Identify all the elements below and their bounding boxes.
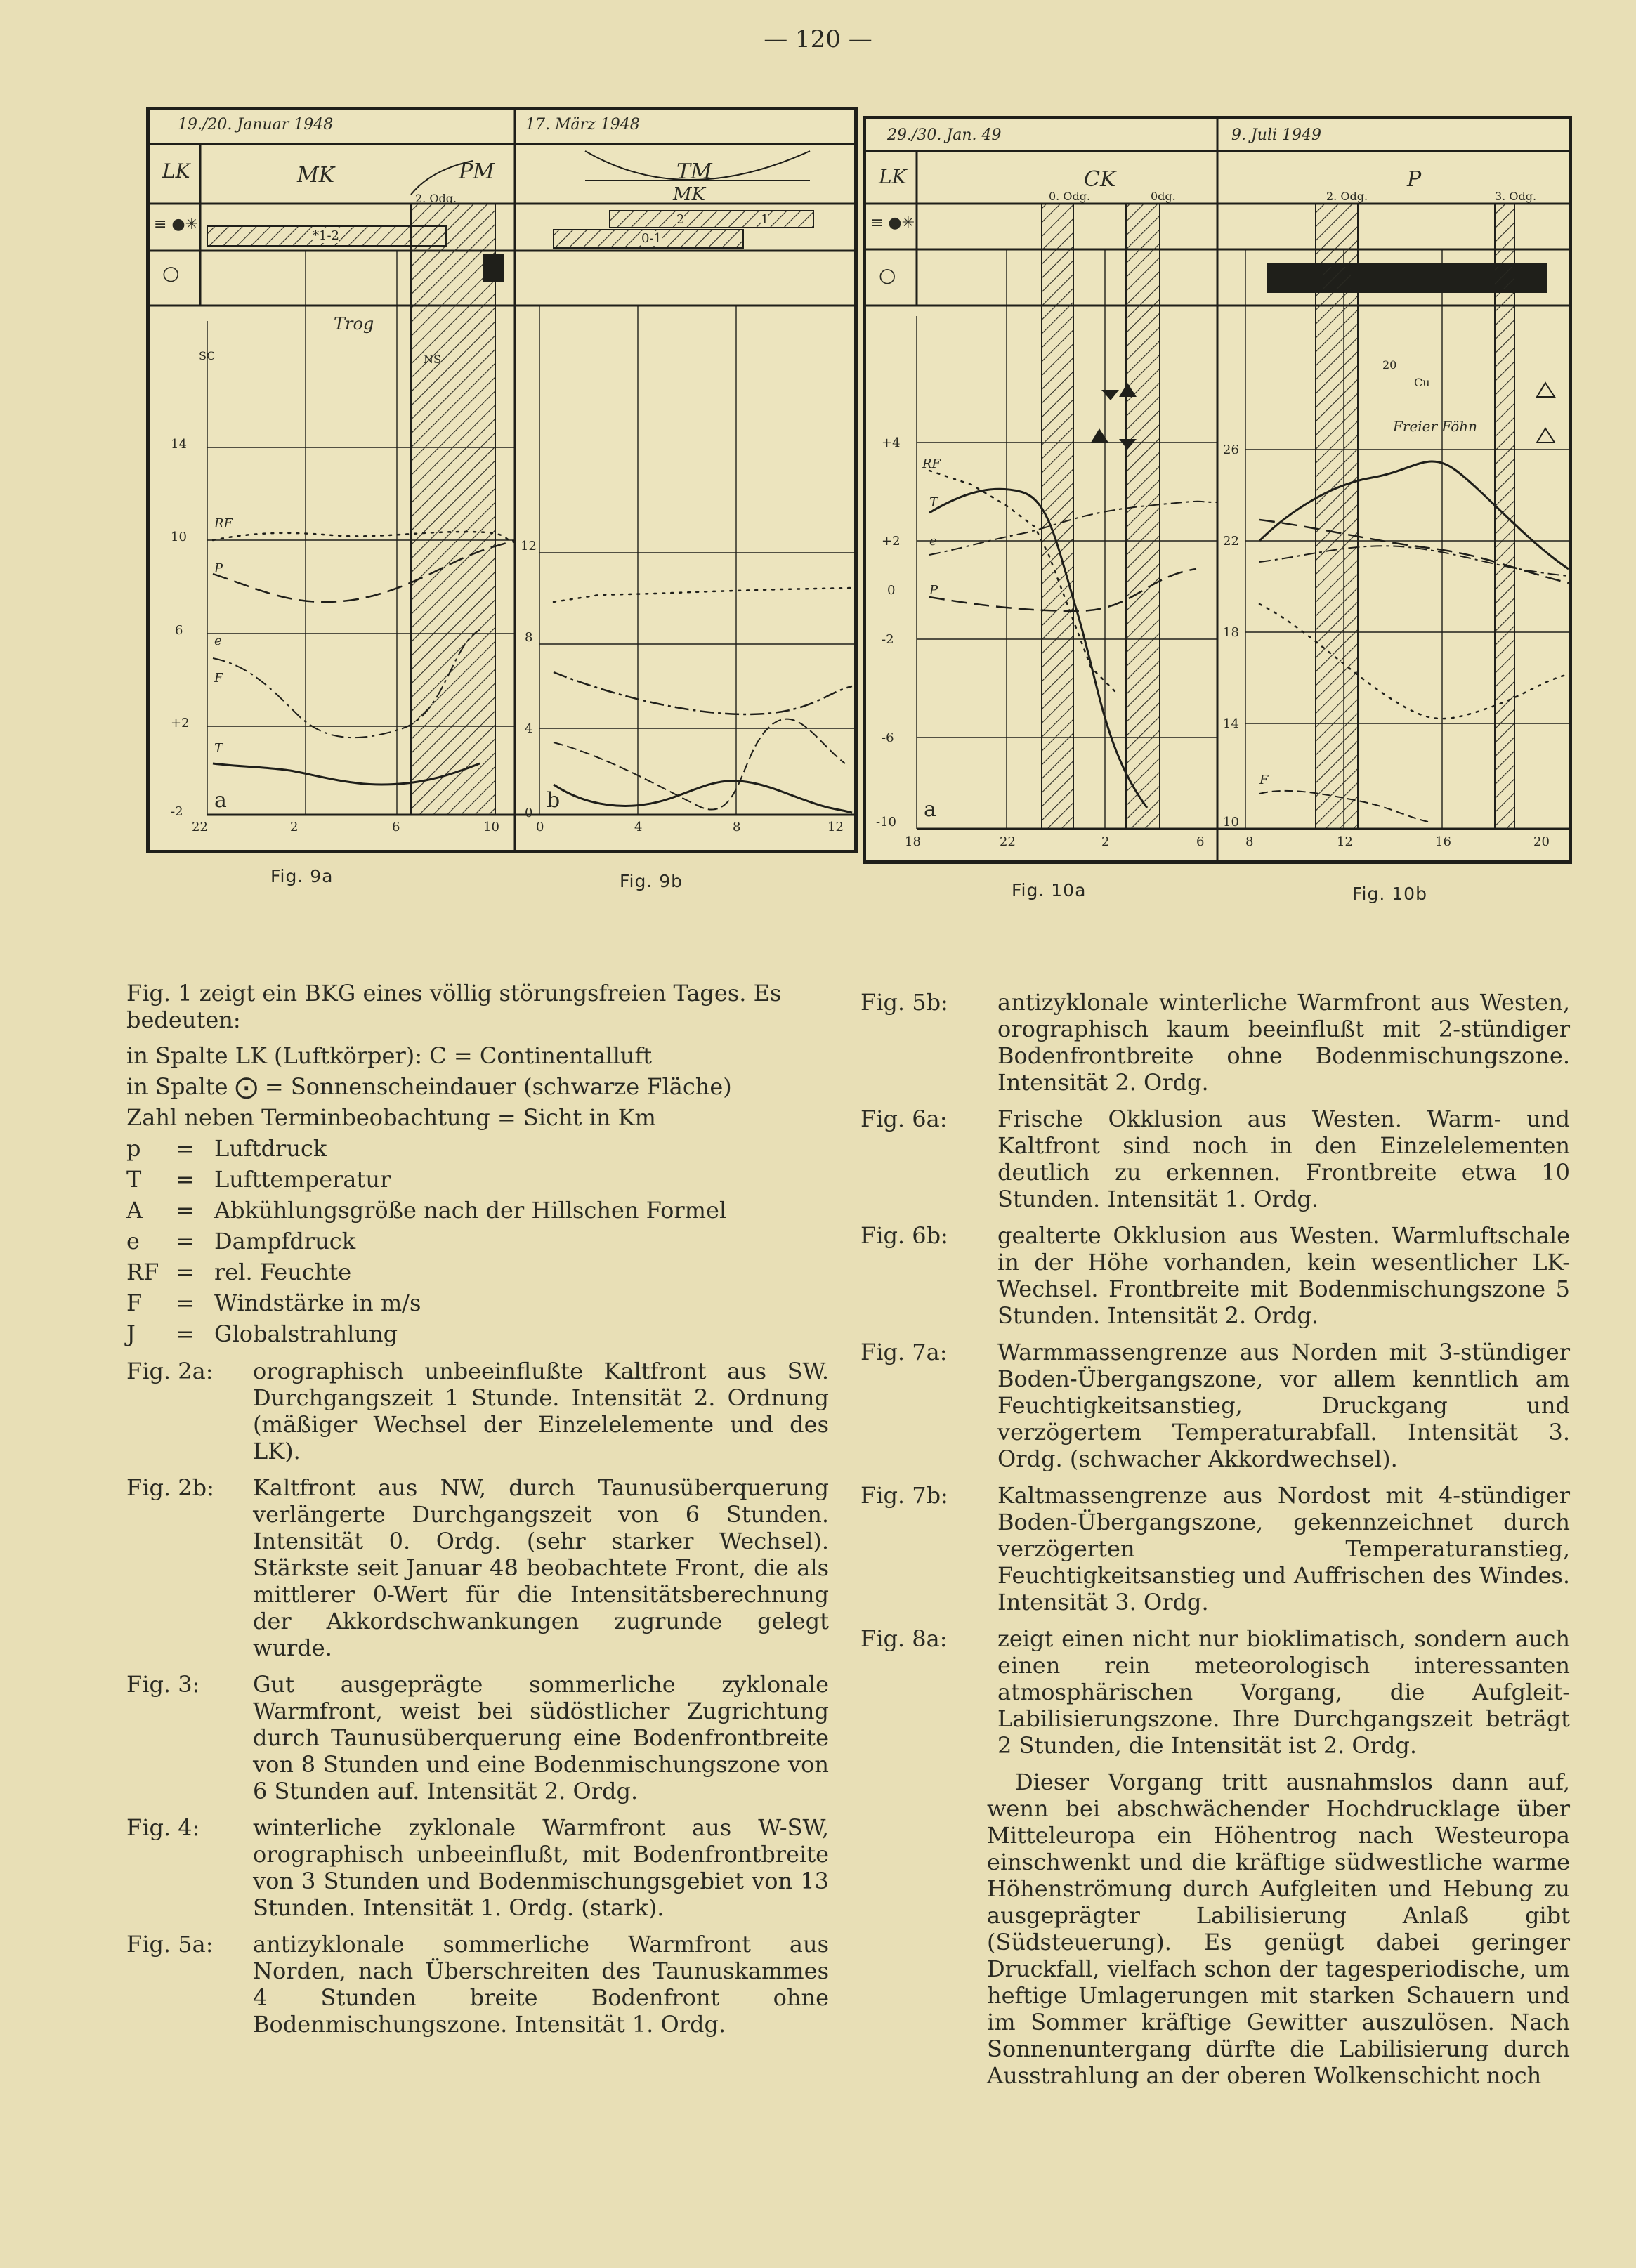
fig9-label-e: e [214,634,222,648]
fig9a-xtick: 6 [392,820,400,834]
figure-10 [863,116,1572,864]
caption-fig9a: Fig. 9a [270,866,334,886]
figure-entry [860,989,1570,1096]
symbol-meaning: rel. Feuchte [214,1259,352,1285]
figure-entry [860,1625,1570,1759]
right-column [860,989,1570,2093]
figure-entry [126,1931,829,2038]
symbol: RF [126,1259,159,1285]
intro-paragraph: Fig. 1 zeigt ein BKG eines völlig störungsfreien Tages. Es bedeuten: [126,980,782,1033]
fig10b-xtick: 12 [1337,834,1353,849]
symbol: e [126,1228,140,1254]
fig10b-ytick: 10 [1223,815,1239,830]
left-column [126,980,829,2047]
caption-fig10a: Fig. 10a [1012,880,1087,900]
fig9a-ytick: -2 [171,804,183,819]
fig10b-xtick: 16 [1435,834,1451,849]
figure-label: Fig. 7b: [860,1482,948,1509]
figure-description: orographisch unbeeinflußte Kaltfront aus SW. Durchgangszeit 1 Stunde. Intensität 2. Ordnung (mäßiger Wechsel der Einzelelemente und des LK). [253,1358,829,1464]
legend-line: Zahl neben Terminbeobachtung = Sicht in Km [126,1104,656,1131]
symbol-row [126,1318,829,1349]
fig10b-ytick: 26 [1223,443,1239,457]
fig10-label-f: F [1259,773,1269,787]
symbol-meaning: Globalstrahlung [214,1320,398,1347]
fig9a-ytick: +2 [171,716,190,730]
fig9b-xtick: 8 [733,820,741,834]
figure-description: Gut ausgeprägte sommerliche zyklonale Warmfront, weist bei südöstlicher Zugrichtung durch Taunusüberquerung eine Bodenfrontbreite von 8 Stunden und eine Bodenmischungszone von 6 Stunden auf. Intensität 2. Ordg. [253,1671,829,1804]
fig10-lk-ck: CK [1084,167,1116,192]
fig9b-xtick: 12 [827,820,844,834]
figure-description: antizyklonale winterliche Warmfront aus Westen, orographisch kaum beeinflußt mit 2-stündiger Bodenfrontbreite ohne Bodenmischungszone. Intensität 2. Ordg. [997,989,1570,1096]
legend-line: in Spalte ⨀ = Sonnenscheindauer (schwarze Fläche) [126,1073,732,1100]
figure-entry [126,1671,829,1804]
fig9-lk-tm: TM [676,159,712,184]
figure-label: Fig. 5a: [126,1931,214,1958]
fig9b-ytick: 0 [525,806,533,820]
caption-fig9b: Fig. 9b [620,871,683,891]
symbol: T [126,1166,142,1193]
fig9b-ytick: 4 [525,721,533,736]
figure-label: Fig. 2a: [126,1358,214,1384]
symbol-meaning: Windstärke in m/s [214,1290,421,1316]
figure-10-drawing [866,119,1569,860]
figure-label: Fig. 5b: [860,989,948,1016]
figure-description: Kaltmassengrenze aus Nordost mit 4-stündiger Boden-Übergangszone, gekennzeichnet durch verzögerten Temperaturanstieg, Feuchtigkeitsanstieg und Auffrischen des Windes. Intensität 3. Ordg. [997,1482,1570,1615]
fig9-label-rf: RF [214,516,233,531]
figure-description: Warmmassengrenze aus Norden mit 3-stündiger Boden-Übergangszone, vor allem kenntlich am Feuchtigkeitsanstieg, Druckgang und verzögertem Temperaturabfall. Intensität 3. Ordg. (schwacher Akkordwechsel). [997,1339,1570,1472]
fig10a-ytick: +4 [882,435,901,450]
fig10b-ytick: 22 [1223,534,1239,549]
symbol-meaning: Abkühlungsgröße nach der Hillschen Formel [214,1197,727,1224]
caption-fig10b: Fig. 10b [1352,884,1427,904]
equals: = [176,1166,195,1193]
equals: = [176,1228,195,1254]
fig9b-xtick: 0 [536,820,544,834]
figure-label: Fig. 3: [126,1671,200,1698]
fig10-right-date: 9. Juli 1949 [1231,126,1322,144]
fig9-panel-b: b [547,788,561,813]
equals: = [176,1259,195,1285]
fig9-mark-odg: 2. Odg. [415,192,457,205]
figure-entry [126,1358,829,1464]
figure-description: Kaltfront aus NW, durch Taunusüberquerung verlängerte Durchgangszeit von 6 Stunden. Intensität 0. Ordg. (sehr starker Wechsel). Stärkste seit Januar 48 beobachtete Front, die als mittlerer 0-Wert für die Intensitätsberechnung der Akkordschwankungen zugrunde gelegt wurde. [253,1474,829,1661]
fig9a-ytick: 6 [175,623,183,638]
figure-entry [860,1222,1570,1329]
figure-label: Fig. 8a: [860,1625,948,1652]
fig10-panel-a: a [924,797,936,822]
fig9a-ytick: 10 [171,530,187,544]
fig9b-xtick: 4 [634,820,643,834]
equals: = [176,1320,195,1347]
fig10a-xtick: 6 [1196,834,1205,849]
fig9b-ytick: 12 [521,539,537,553]
equals: = [176,1135,195,1162]
fig9-mark-2: 2 [676,212,685,227]
symbol-row [126,1164,829,1195]
fig9a-xtick: 10 [483,820,499,834]
figure-entry [860,1482,1570,1615]
figure-9-drawing [150,110,854,850]
figure-description: Frische Okklusion aus Westen. Warm- und Kaltfront sind noch in den Einzelelementen deutlich zu erkennen. Frontbreite etwa 10 Stunden. Intensität 1. Ordg. [997,1106,1570,1212]
body-paragraph: Dieser Vorgang tritt ausnahmslos dann auf, wenn bei abschwächender Hochdrucklage über Mitteleuropa ein Höhentrog nach Westeuropa einschwenkt und die kräftige südwestliche warme Höhenströmung durch Aufgleiten und Hebung zu ausgeprägter Labilisierung Anlaß gibt (Südsteuerung). Es genügt dabei geringer Druckfall, vielfach schon der tagesperiodische, um heftige Umlagerungen mit starken Schauern und im Sommer kräftige Gewitter auszulösen. Nach Sonnenuntergang dürfte die Labilisierung durch Ausstrahlung an der oberen Wolkenschicht noch [987,1769,1570,2089]
figure-label: Fig. 6a: [860,1106,948,1132]
figure-label: Fig. 6b: [860,1222,948,1249]
fig10a-ytick: +2 [882,534,901,549]
fig9-right-date: 17. März 1948 [525,116,640,133]
fig10-label-p: P [929,583,938,598]
fig10a-ytick: -2 [882,632,894,647]
fig9a-ytick: 14 [171,437,187,452]
fig9a-xtick: 2 [290,820,299,834]
fig10-mark: 0. Odg. [1049,190,1091,203]
symbol-row [126,1133,829,1164]
fig10a-xtick: 18 [905,834,921,849]
figure-description: antizyklonale sommerliche Warmfront aus Norden, nach Überschreiten des Taunuskammes 4 Stunden breite Bodenfront ohne Bodenmischungszone. Intensität 1. Ordg. [253,1931,829,2038]
fig10-mark-cu: Cu [1414,376,1430,389]
symbol-meaning: Luftdruck [214,1135,327,1162]
figure-label: Fig. 7a: [860,1339,948,1365]
fig10b-ytick: 18 [1223,625,1239,640]
symbol-row [126,1226,829,1257]
fig10-row-weather: ≡ ●✳ [870,214,915,232]
fig10-mark: 0dg. [1151,190,1176,203]
fig10-label-e: e [929,534,937,549]
figure-description: winterliche zyklonale Warmfront aus W-SW, orographisch unbeeinflußt, mit Bodenfrontbreite von 3 Stunden und Bodenmischungsgebiet von 13 Stunden. Intensität 1. Ordg. (stark). [253,1814,829,1921]
equals: = [176,1197,195,1224]
fig9-lk-pm: PM [459,159,495,184]
fig10-row-sun: ○ [879,263,896,287]
symbol-row [126,1195,829,1226]
fig10a-xtick: 22 [1000,834,1016,849]
fig9b-ytick: 8 [525,630,533,645]
figure-9 [146,107,858,853]
fig10-mark: 2. Odg. [1326,190,1368,203]
fig9-left-date: 19./20. Januar 1948 [178,116,334,133]
fig9a-xtick: 22 [192,820,208,834]
figure-entry [126,1814,829,1921]
fig9-label-p: P [214,561,223,576]
fig10-mark: 3. Odg. [1495,190,1537,203]
fig10a-ytick: 0 [887,583,896,598]
fig9-mark-12: *1-2 [313,228,339,243]
fig9-mark-trog: Trog [334,314,374,334]
equals: = [176,1290,195,1316]
fig10-mark-foehn: Freier Föhn [1393,418,1478,435]
symbol: A [126,1197,143,1224]
fig10b-ytick: 14 [1223,716,1239,731]
legend-line: in Spalte LK (Luftkörper): C = Continentalluft [126,1042,653,1069]
symbol-meaning: Lufttemperatur [214,1166,391,1193]
figure-entry [860,1106,1570,1212]
fig9-mark-1: 1 [761,212,769,227]
symbol-row [126,1257,829,1287]
symbol-row [126,1287,829,1318]
symbol: F [126,1290,143,1316]
fig9-mark-sc: SC [199,349,216,362]
figure-description: zeigt einen nicht nur bioklimatisch, sondern auch einen rein meteorologisch interessanten atmosphärischen Vorgang, die Aufgleit-Labilisierungszone. Ihre Durchgangszeit beträgt 2 Stunden, die Intensität ist 2. Ordg. [997,1625,1570,1759]
fig9-row-weather: ≡ ●✳ [154,216,199,233]
page-number: — 120 — [764,25,872,53]
fig10a-xtick: 2 [1101,834,1110,849]
figure-label: Fig. 2b: [126,1474,214,1501]
fig10-label-rf: RF [922,457,941,471]
fig10b-xtick: 20 [1533,834,1550,849]
fig10a-ytick: -6 [882,730,894,745]
fig10-lk-p: P [1407,167,1422,192]
fig9-lk-mk: MK [297,163,335,188]
fig10-row-lk: LK [879,165,907,188]
figure-label: Fig. 4: [126,1814,200,1841]
fig10a-ytick: -10 [876,815,896,830]
fig10-label-t: T [929,495,938,510]
fig9-label-t: T [214,741,223,756]
symbol: p [126,1135,141,1162]
fig9-mark-ns: NS [424,353,441,366]
fig9-mark-01: 0-1 [641,231,662,246]
fig9-panel-a: a [214,788,227,813]
fig10-mark-20: 20 [1382,358,1397,372]
figure-entry [860,1339,1570,1472]
fig9-row-sun: ○ [162,261,180,284]
figure-entry [126,1474,829,1661]
figure-description: gealterte Okklusion aus Westen. Warmluftschale in der Höhe vorhanden, kein wesentlicher LK-Wechsel. Frontbreite mit Bodenmischungszone 5 Stunden. Intensität 2. Ordg. [997,1222,1570,1329]
fig10-left-date: 29./30. Jan. 49 [887,126,1002,144]
fig9-lk-mk2: MK [673,184,706,205]
symbol: J [126,1320,136,1347]
fig10b-xtick: 8 [1245,834,1254,849]
fig9-row-lk: LK [162,159,190,183]
symbol-meaning: Dampfdruck [214,1228,356,1254]
fig9-label-f: F [214,671,223,686]
